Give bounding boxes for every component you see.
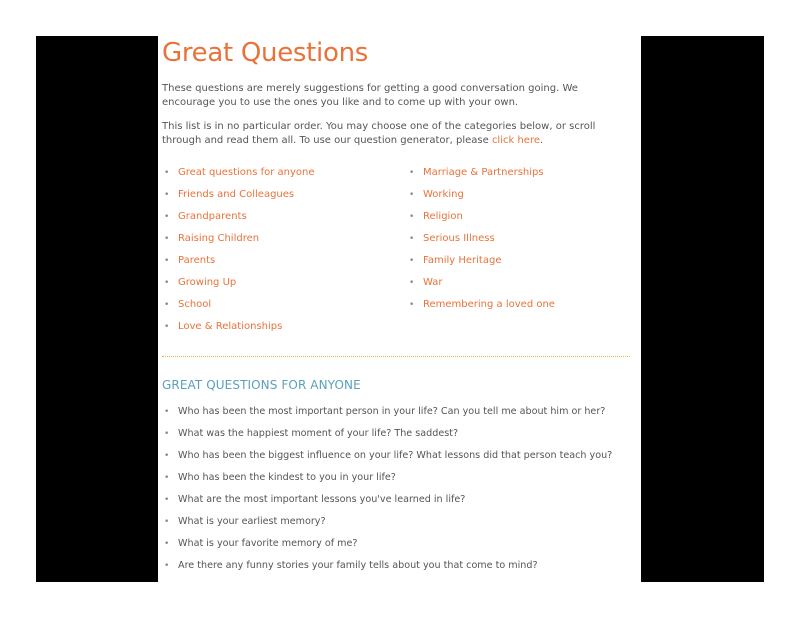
- bullet-icon: •: [409, 278, 415, 288]
- bullet-icon: •: [164, 168, 170, 178]
- question-text: What was the happiest moment of your life? The saddest?: [178, 428, 459, 439]
- instructions-text: This list is in no particular order. You may choose one of the categories below, or scroll through and read them all. To use our question generator, please: [162, 121, 596, 146]
- question-text: Who has been the biggest influence on your life? What lessons did that person teach you?: [178, 450, 613, 461]
- bullet-icon: •: [164, 473, 170, 483]
- section-divider: [162, 356, 630, 357]
- screen-frame: [36, 36, 764, 582]
- category-link-parents[interactable]: Parents: [178, 255, 216, 266]
- category-link-family-heritage[interactable]: Family Heritage: [423, 255, 502, 266]
- bullet-icon: •: [409, 300, 415, 310]
- bullet-icon: •: [164, 300, 170, 310]
- category-list-left: [164, 166, 315, 342]
- list-item: [164, 166, 315, 188]
- category-link-serious-illness[interactable]: Serious Illness: [423, 233, 495, 244]
- question-list: [164, 405, 612, 581]
- instructions-end: .: [540, 135, 544, 146]
- list-item: [164, 188, 315, 210]
- list-item: [409, 276, 555, 298]
- page-content: [158, 36, 641, 582]
- bullet-icon: •: [409, 168, 415, 178]
- list-item: [409, 232, 555, 254]
- question-item: [164, 471, 612, 493]
- list-item: [164, 276, 315, 298]
- bullet-icon: •: [164, 278, 170, 288]
- category-link-remembering[interactable]: Remembering a loved one: [423, 299, 555, 310]
- bullet-icon: •: [164, 234, 170, 244]
- category-link-marriage[interactable]: Marriage & Partnerships: [423, 167, 544, 178]
- question-item: [164, 515, 612, 537]
- bullet-icon: •: [164, 539, 170, 549]
- bullet-icon: •: [164, 407, 170, 417]
- list-item: [409, 254, 555, 276]
- question-text: Are there any funny stories your family tells about you that come to mind?: [178, 560, 538, 571]
- list-item: [164, 298, 315, 320]
- bullet-icon: •: [164, 256, 170, 266]
- category-link-working[interactable]: Working: [423, 189, 464, 200]
- question-text: What are the most important lessons you've learned in life?: [178, 494, 466, 505]
- section-heading: GREAT QUESTIONS FOR ANYONE: [162, 378, 361, 392]
- question-generator-link[interactable]: click here: [491, 135, 540, 146]
- list-item: [409, 188, 555, 210]
- question-item: [164, 449, 612, 471]
- instructions-paragraph: [162, 120, 630, 148]
- category-link-school[interactable]: School: [178, 299, 212, 310]
- page-title: Great Questions: [162, 38, 368, 68]
- bullet-icon: •: [164, 429, 170, 439]
- bullet-icon: •: [409, 234, 415, 244]
- bullet-icon: •: [164, 495, 170, 505]
- intro-paragraph: These questions are merely suggestions for getting a good conversation going. We encourage you to use the ones you like and to come up with your own.: [162, 83, 578, 108]
- bullet-icon: •: [409, 190, 415, 200]
- bullet-icon: •: [164, 517, 170, 527]
- question-text: Who has been the kindest to you in your life?: [178, 472, 396, 483]
- question-text: Who has been the most important person in your life? Can you tell me about him or her?: [178, 406, 606, 417]
- bullet-icon: •: [409, 212, 415, 222]
- bullet-icon: •: [164, 322, 170, 332]
- category-link-anyone[interactable]: Great questions for anyone: [178, 167, 315, 178]
- question-item: [164, 559, 612, 581]
- list-item: [164, 210, 315, 232]
- bullet-icon: •: [164, 212, 170, 222]
- list-item: [164, 320, 315, 342]
- category-link-raising-children[interactable]: Raising Children: [178, 233, 260, 244]
- question-item: [164, 405, 612, 427]
- category-list-right: [409, 166, 555, 320]
- list-item: [409, 166, 555, 188]
- list-item: [164, 254, 315, 276]
- bullet-icon: •: [164, 561, 170, 571]
- question-text: What is your favorite memory of me?: [178, 538, 358, 549]
- category-link-religion[interactable]: Religion: [423, 211, 463, 222]
- category-link-growing-up[interactable]: Growing Up: [178, 277, 237, 288]
- question-item: [164, 493, 612, 515]
- bullet-icon: •: [409, 256, 415, 266]
- list-item: [409, 210, 555, 232]
- bullet-icon: •: [164, 190, 170, 200]
- list-item: [164, 232, 315, 254]
- bullet-icon: •: [164, 451, 170, 461]
- question-item: [164, 427, 612, 449]
- category-link-friends[interactable]: Friends and Colleagues: [178, 189, 295, 200]
- category-link-love[interactable]: Love & Relationships: [178, 321, 283, 332]
- question-text: What is your earliest memory?: [178, 516, 326, 527]
- list-item: [409, 298, 555, 320]
- question-item: [164, 537, 612, 559]
- category-link-war[interactable]: War: [423, 277, 443, 288]
- category-link-grandparents[interactable]: Grandparents: [178, 211, 247, 222]
